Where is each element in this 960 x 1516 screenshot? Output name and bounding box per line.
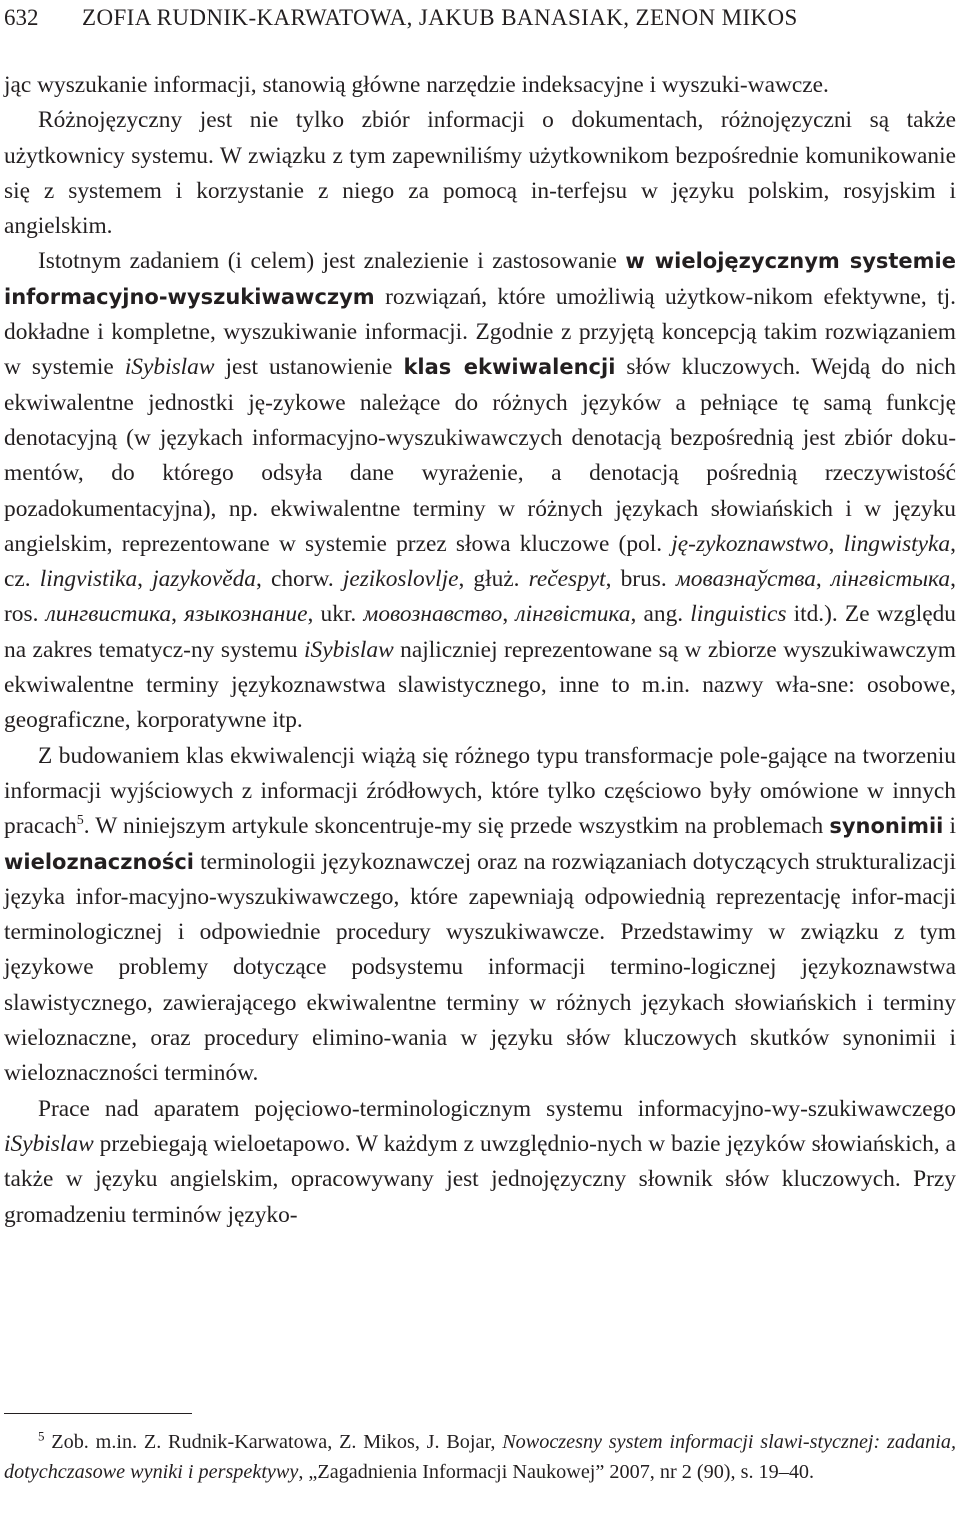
paragraph [4,1092,956,1233]
italic-term: ję-zykoznawstwo [671,530,829,557]
text-run: Zob. m.in. Z. Rudnik-Karwatowa, Z. Mikos, J. Bojar, [44,1431,503,1453]
running-header [4,2,956,34]
italic-term: мовознавство [363,601,503,628]
italic-term: iSybislaw [4,1130,94,1157]
text-run: najliczniej reprezentowane są w zbiorze wyszukiwawczym ekwiwalentne terminy językoznawstwa slawistycznego, inne to m.in. nazwy wła-sne: osobowe, geograficzne, korporatywne itp. [4,636,956,734]
text-run: , chorw. [256,566,343,593]
italic-term: lingwistyka [843,530,951,557]
text-run: terminologii językoznawczej oraz na rozwiązaniach dotyczących strukturalizacji języka infor-macyjno-wyszukiwawczego, które zapewniają odpowiednią reprezentację infor-macji terminologicznej i odpowiednie procedury wyszukiwawcze. Przedstawimy w związku z tym językowe problemy dotyczące podsystemu informacji termino-logicznej językoznawstwa slawistycznego, zawierającego ekwiwalentne terminy w różnych językach słowiańskich i terminy wieloznaczne, oraz procedury elimino-wania w języku słów kluczowych skutków synonimii i wieloznaczności terminów. [4,848,956,1087]
paragraph [4,244,956,738]
footnote [4,1427,956,1487]
footnote-number: 5 [38,1428,45,1444]
text-run: , cz. [4,530,956,593]
text-run: rozwiązań, które umożliwią użytkow-nikom efektywne, tj. dokładne i kompletne, wyszukiwanie informacji. Zgodnie z przyjętą koncepcją takim rozwiązaniem w systemie [4,283,956,381]
text-run: jest ustanowienie [214,354,404,381]
italic-term: iSybislaw [124,354,215,381]
text-run: Różnojęzyczny jest nie tylko zbiór informacji o dokumentach, różnojęzyczni są także użytkownicy systemu. W związku z tym zapewniliśmy użytkownikom bezpośrednie komunikowanie się z systemem i korzystanie z niego za pomocą in-terfejsu w języku polskim, rosyjskim i angielskim. [4,107,956,240]
text-run: , [502,601,516,628]
text-run: , ang. [630,601,691,628]
text-run: Istotnym zadaniem (i celem) jest znalezienie i zastosowanie [38,248,626,275]
page-number: 632 [4,5,39,30]
italic-term: iSybislaw [304,636,394,663]
text-run: . W niniejszym artykule skoncentruje-my się przede wszystkim na problemach [83,813,830,840]
text-run: , „Zagadnienia Informacji Naukowej” 2007, nr 2 (90), s. 19–40. [298,1461,815,1483]
text-run: , [171,601,185,628]
text-run: , głuż. [458,566,529,593]
italic-title: Nowoczesny system informacji slawi-stycznej: zadania, dotychczasowe wyniki i perspektywy [4,1431,956,1483]
text-run: , brus. [605,566,676,593]
text-run: , ros. [4,566,956,628]
bold-term: klas ekwiwalencji [403,355,616,380]
text-run: Z budowaniem klas ekwiwalencji wiążą się różnego typu transformacje pole-gające na tworzeniu informacji wyjściowych z informacji źródłowych, które tylko częściowo były omówione w innych pracach [4,742,956,840]
bold-term: synonimii [829,814,944,839]
italic-term: rečespyt [528,566,606,593]
text-run: itd.). Ze względu na zakres tematycz-ny systemu [4,601,956,663]
text-run: Prace nad aparatem pojęciowo-terminologicznym systemu informacyjno-wy-szukiwawczego [38,1095,956,1122]
paragraph [4,68,956,103]
footnote-separator [4,1413,192,1414]
text-run: , [137,566,153,593]
italic-term: lingvistika [39,566,138,593]
italic-term: jezikoslovlje [342,566,459,593]
paragraph [4,739,956,1092]
italic-term: linguistics [690,601,787,628]
text-run: słów kluczowych. Wejdą do nich ekwiwalentne jednostki ję-zykowe należące do różnych języków a pełniące tę samą funkcję denotacyjną (w językach informacyjno-wyszukiwawczych denotacją bezpośrednią jest zbiór doku-mentów, do którego odsyła dane wyrażenie, a denotacją pośrednią rzeczywistość pozadokumentacyjna), np. ekwiwalentne terminy w różnych językach słowiańskich i w języku angielskim, reprezentowane w systemie przez słowa kluczowe (pol. [4,354,956,557]
italic-term: jazykověda [152,566,257,593]
italic-term: лінгвістика [515,601,631,628]
footnote-text [4,1427,956,1487]
bold-term: wieloznaczności [4,849,195,874]
italic-term: лингвистика [45,601,172,628]
footnote-reference[interactable]: 5 [76,813,84,829]
text-run: i [943,813,956,840]
text-run: przebiegają wieloetapowo. W każdym z uwzględnio-nych w bazie języków słowiańskich, a także w języku angielskim, opracowywany jest jednojęzyczny słownik słów kluczowych. Przy gromadzeniu terminów języko- [4,1130,956,1228]
text-run: , [815,566,831,593]
running-header-authors: ZOFIA RUDNIK-KARWATOWA, JAKUB BANASIAK, ZENON MIKOS [82,5,798,30]
body-text [4,68,956,1233]
paragraph [4,103,956,244]
italic-term: лінгвістыка [830,566,951,593]
bold-term: w wielojęzycznym systemie informacyjno-wyszukiwawczym [4,249,956,309]
italic-term: мовазнаўства [675,566,816,593]
text-run: jąc wyszukanie informacji, stanowią główne narzędzie indeksacyjne i wyszuki-wawcze. [4,72,829,98]
text-run: , [828,530,844,557]
text-run: , ukr. [307,601,364,628]
italic-term: языкознание [184,601,308,628]
